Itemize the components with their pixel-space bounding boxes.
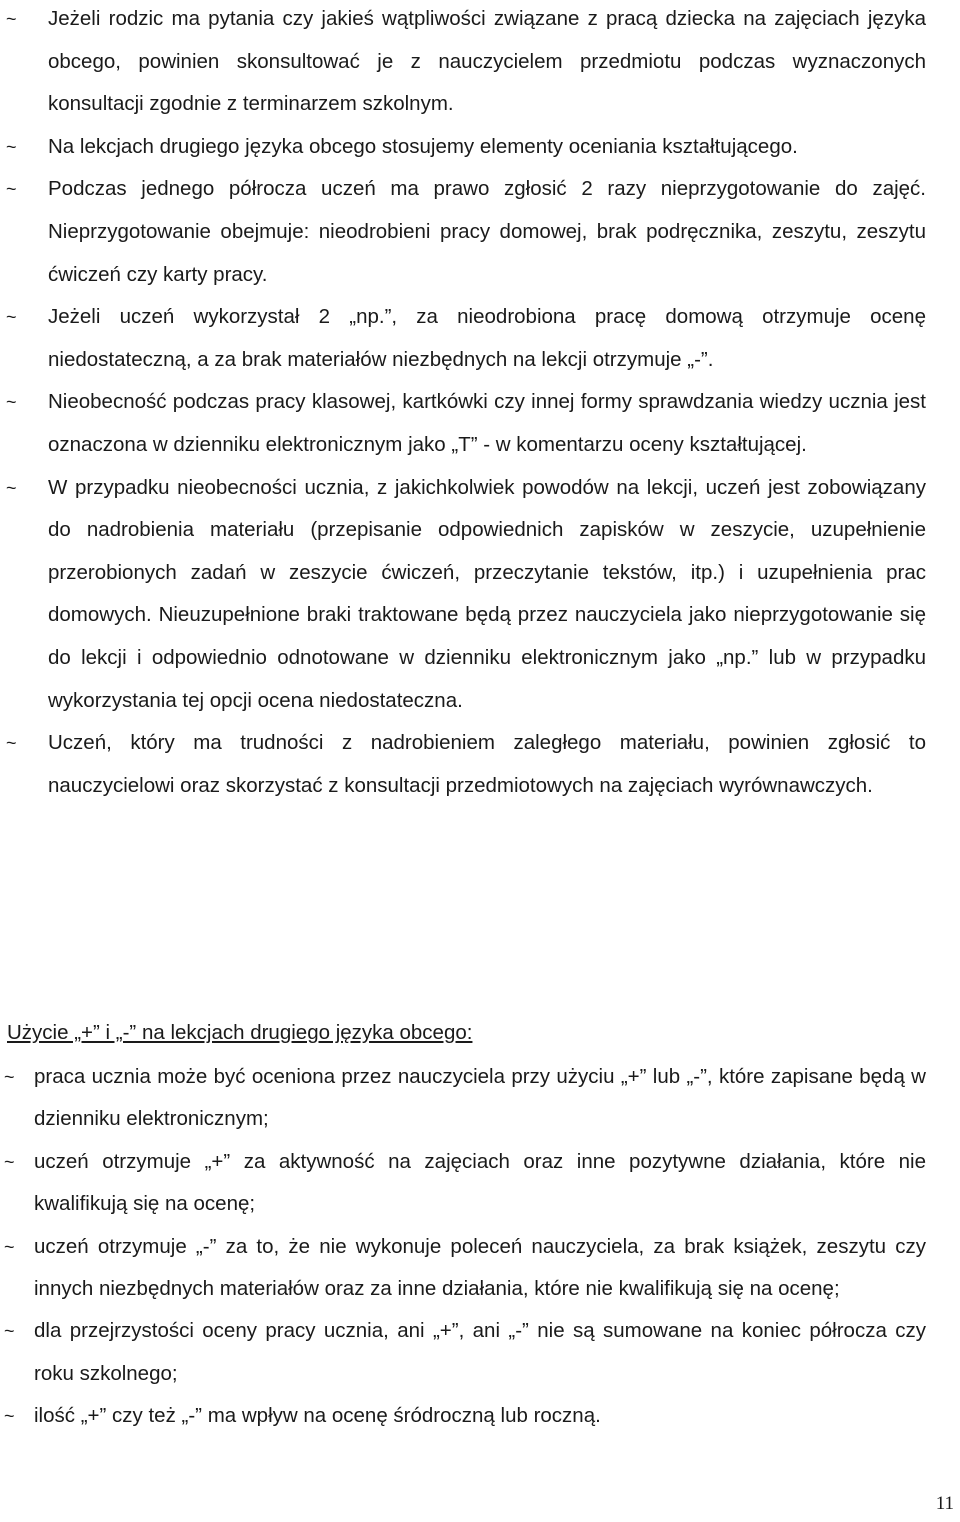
list-item-text: Podczas jednego półrocza uczeń ma prawo zgłosić 2 razy nieprzygotowanie do zajęć. Nieprzygotowanie obejmuje: nieodrobieni pracy domowej, brak podręcznika, zeszytu, zeszytu ćwiczeń czy karty pracy.	[48, 177, 926, 286]
list-item-text: Nieobecność podczas pracy klasowej, kartkówki czy innej formy sprawdzania wiedzy ucznia jest oznaczona w dzienniku elektronicznym jako „T” - w komentarzu oceny kształtującej.	[48, 390, 926, 456]
list-item-text: uczeń otrzymuje „-” za to, że nie wykonuje poleceń nauczyciela, za brak książek, zeszytu czy innych niezbędnych materiałów oraz za inne działania, które nie kwalifikują się na ocenę;	[34, 1234, 926, 1301]
bullet-icon: ~	[6, 307, 17, 328]
list-item-text: ilość „+” czy też „-” ma wpływ na ocenę śródroczną lub roczną.	[34, 1404, 601, 1428]
bullet-icon: ~	[6, 136, 17, 157]
list-item-text: Na lekcjach drugiego języka obcego stosujemy elementy oceniania kształtującego.	[48, 134, 798, 158]
list-item	[0, 296, 926, 381]
list-item	[0, 168, 926, 296]
bullet-icon: ~	[6, 733, 17, 754]
bullet-icon: ~	[6, 179, 17, 200]
bullet-icon: ~	[4, 1067, 15, 1087]
bullet-icon: ~	[4, 1321, 15, 1342]
bullet-icon: ~	[6, 9, 17, 29]
section-heading: Użycie „+” i „-” na lekcjach drugiego języka obcego:	[7, 1021, 473, 1044]
list-item-text: Uczeń, który ma trudności z nadrobieniem zaległego materiału, powinien zgłosić to nauczycielowi oraz skorzystać z konsultacji przedmiotowych na zajęciach wyrównawczych.	[48, 731, 926, 797]
list-item	[0, 1395, 926, 1437]
bullet-icon: ~	[4, 1151, 15, 1172]
list-item	[0, 126, 926, 169]
page-number: 11	[935, 1493, 954, 1514]
bullet-icon: ~	[4, 1236, 15, 1257]
list-item	[0, 1141, 926, 1226]
list-item-text: uczeń otrzymuje „+” za aktywność na zajęciach oraz inne pozytywne działania, które nie kwalifikują się na ocenę;	[34, 1149, 926, 1216]
list-item-text: Jeżeli uczeń wykorzystał 2 „np.”, za nieodrobiona pracę domową otrzymuje ocenę niedostateczną, a za brak materiałów niezbędnych na lekcji otrzymuje „-”.	[48, 305, 926, 371]
list-item-text: W przypadku nieobecności ucznia, z jakichkolwiek powodów na lekcji, uczeń jest zobowiązany do nadrobienia materiału (przepisanie odpowiednich zapisków w zeszycie, uzupełnienie przerobionych zadań w zeszycie ćwiczeń, przeczytanie tekstów, itp.) i uzupełnienia prac domowych. Nieuzupełnione braki traktowane będą przez nauczyciela jako nieprzygotowanie się do lekcji i odpowiednio odnotowane w dzienniku elektronicznym jako „np.” lub w przypadku wykorzystania tej opcji ocena niedostateczna.	[48, 475, 926, 712]
bullet-icon: ~	[6, 477, 17, 498]
list-item	[0, 0, 926, 126]
plus-minus-rules-list	[0, 1056, 926, 1438]
list-item	[0, 1226, 926, 1311]
list-item	[0, 1056, 926, 1141]
bullet-icon: ~	[6, 392, 17, 413]
list-item	[0, 1310, 926, 1395]
list-item	[0, 381, 926, 466]
list-item-text: Jeżeli rodzic ma pytania czy jakieś wątpliwości związane z pracą dziecka na zajęciach języka obcego, powinien skonsultować je z nauczycielem przedmiotu podczas wyznaczonych konsultacji zgodnie z terminarzem szkolnym.	[48, 7, 926, 116]
list-item	[0, 722, 926, 807]
list-item	[0, 467, 926, 723]
list-item-text: dla przejrzystości oceny pracy ucznia, ani „+”, ani „-” nie są sumowane na koniec półrocza czy roku szkolnego;	[34, 1319, 926, 1385]
list-item-text: praca ucznia może być oceniona przez nauczyciela przy użyciu „+” lub „-”, które zapisane będą w dzienniku elektronicznym;	[34, 1065, 926, 1131]
bullet-icon: ~	[4, 1406, 15, 1427]
